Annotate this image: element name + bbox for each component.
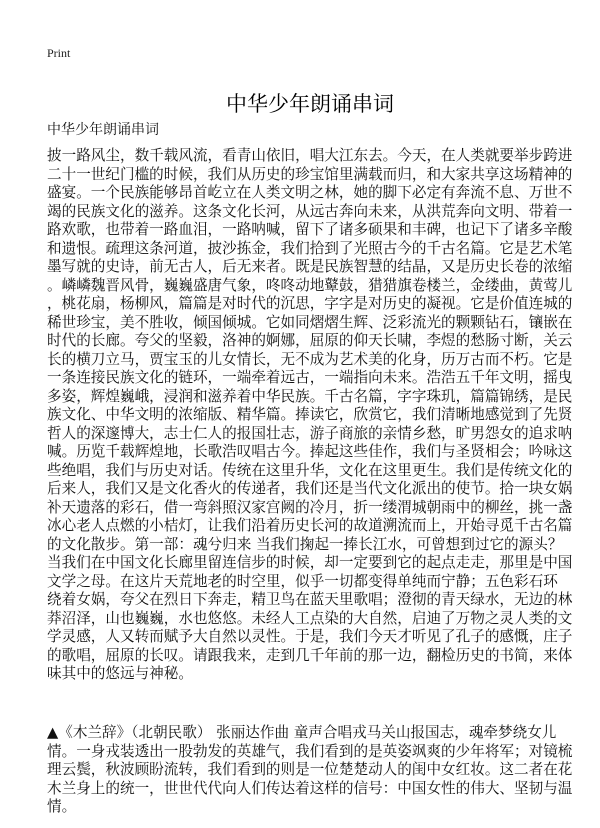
text-line: 情。一身戎装透出一股勃发的英雄气，我们看到的是英姿飒爽的少年将军；对镜梳 [47,742,573,760]
text-line: 情。 [47,798,77,815]
text-line: 味其中的悠远与神秘。 [47,665,193,682]
text-line: 的歌唱，屈原的长叹。请跟我来，走到几千年前的那一边，翻检历史的书简，来体 [47,646,573,664]
text-line: 披一路风尘，数千载风流，看青山依旧，唱大江东去。今天，在人类就要举步跨进 [47,147,573,164]
text-line: 和遗恨。疏理这条河道，披沙拣金，我们拾到了光照古今的千古名篇。它是艺术笔 [47,239,573,257]
text-line: 喊。历览千载辉煌地，长歌浩叹唱古今。捧起这些佳作，我们与圣贤相会；吟咏这 [47,443,573,460]
text-line: 。嶙嶙魏晋风骨，巍巍盛唐气象，咚咚动地鼙鼓，猎猎旗卷楼兰，金缕曲，黄莺儿 [47,276,573,294]
text-line: 莽沼泽，山也巍巍，水也悠悠。未经人工点染的大自然，启迪了万物之灵人类的文 [47,609,573,627]
text-line: 哲人的深邃博大，志士仁人的报国壮志，游子商旅的亲情乡愁，旷男怨女的追求呐 [47,424,573,442]
text-line: 后来人，我们又是文化香火的传递者，我们还是当代文化派出的使节。拾一块女娲 [47,480,573,497]
text-line: 竭的民族文化的滋养。这条文化长河，从远古奔向未来，从洪荒奔向文明、带着一 [47,202,573,220]
text-line: 冰心老人点燃的小桔灯，让我们沿着历史长河的故道溯流而上，开始寻觅千古名篇 [47,517,573,534]
text-line: 些绝唱，我们与历史对话。传统在这里升华，文化在这里更生。我们是传统文化的 [47,461,573,479]
text-line: 长的横刀立马，贾宝玉的儿女情长，无不成为艺术美的化身，历万古而不朽。它是 [47,350,573,368]
text-line: 的文化散步。第一部：魂兮归来 当我们掬起一捧长江水，可曾想到过它的源头？ [47,535,563,553]
text-line: 一条连接民族文化的链环，一端牵着远古，一端指向未来。浩浩五千年文明，摇曳 [47,369,573,386]
text-line: 理云鬓，秋波顾盼流转，我们看到的则是一位楚楚动人的闺中女红妆。这二者在花 [47,761,573,778]
text-line: 族文化、中华文明的浓缩版、精华篇。捧读它，欣赏它，我们清晰地感觉到了先贤 [47,406,573,423]
text-line: 多姿，辉煌巍峨，浸润和滋养着中华民族。千古名篇，字字珠玑，篇篇锦绣，是民 [47,387,573,405]
document-subtitle: 中华少年朗诵串词 [47,122,159,138]
text-line: 盛宴。一个民族能够昂首屹立在人类文明之林，她的脚下必定有奔流不息、万世不 [47,184,573,201]
text-line: 墨写就的史诗，前无古人，后无来者。既是民族智慧的结晶，又是历史长卷的浓缩 [47,258,573,275]
text-line: 当我们在中国文化长廊里留连信步的时候，却一定要到它的起点走走，那里是中国 [47,554,573,571]
text-line: 补天遗落的彩石，借一弯斜照汉家宫阙的冷月，折一缕渭城朝雨中的柳丝，挑一盏 [47,498,573,516]
text-line: 二十一世纪门槛的时候，我们从历史的珍宝馆里满载而归，和大家共享这场精神的 [47,165,573,183]
text-line: 稀世珍宝，美不胜收，倾国倾城。它如同熠熠生辉、泛彩流光的颗颗钻石，镶嵌在 [47,313,573,331]
text-line: 路欢歌，也带着一路血泪，一路呐喊，留下了诸多硕果和丰碑，也记下了诸多辛酸 [47,221,573,238]
text-line: 时代的长廊。夸父的坚毅，洛神的婀娜，屈原的仰天长啸，李煜的愁肠寸断，关云 [47,332,573,349]
text-line: 学灵感，人又转而赋予大自然以灵性。于是，我们今天才听见了孔子的感慨，庄子 [47,628,573,645]
text-line: ，桃花扇，杨柳风，篇篇是对时代的沉思，字字是对历史的凝视。它是价值连城的 [47,295,573,312]
text-line: 绕着女娲，夸父在烈日下奔走，精卫鸟在蓝天里歌唱；澄彻的青天绿水，无边的林 [47,591,573,608]
paragraph-mulan [47,724,573,817]
page-title: 中华少年朗诵串词 [226,92,394,116]
text-line: 木兰身上的统一，世世代代向人们传达着这样的信号：中国女性的伟大、坚韧与温 [47,779,573,797]
text-line: ▲《木兰辞》（北朝民歌） 张丽达作曲 童声合唱戎马关山报国志，魂牵梦绕女儿 [47,724,557,741]
paragraph-intro [47,147,573,684]
print-link[interactable]: Print [47,46,71,60]
text-line: 文学之母。在这片天荒地老的时空里，似乎一切都变得单纯而宁静；五色彩石环 [47,572,558,590]
